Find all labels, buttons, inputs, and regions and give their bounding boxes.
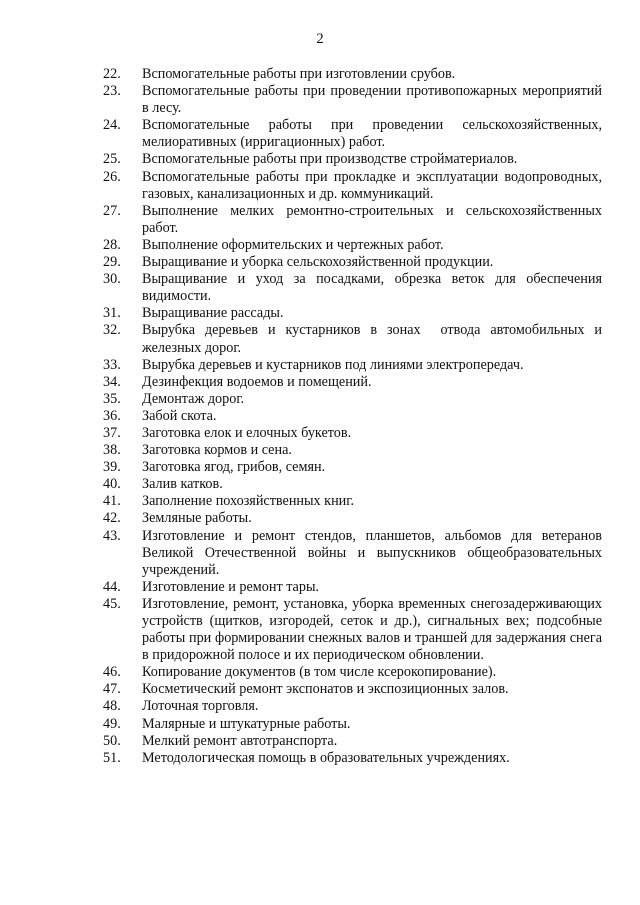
work-types-list: [103, 66, 606, 767]
list-item-40: [103, 476, 602, 493]
list-item-43: [103, 527, 606, 579]
item-text: Заготовка ягод, грибов, семян.: [142, 459, 326, 476]
item-number: 37.: [103, 424, 121, 441]
item-text: Забой скота.: [142, 407, 217, 424]
item-number: 29.: [103, 254, 121, 271]
item-text: Вспомогательные работы при изготовлении срубов.: [142, 66, 456, 82]
list-item-32: [103, 322, 606, 356]
item-text: Копирование документов (в том числе ксерокопирование).: [142, 664, 497, 681]
item-number: 38.: [103, 442, 121, 459]
list-item-49: [103, 716, 602, 733]
list-item-23: [103, 83, 606, 117]
item-number: 32.: [103, 322, 121, 339]
item-text: Земляные работы.: [142, 510, 252, 527]
item-number: 50.: [103, 732, 121, 749]
list-item-26: [103, 168, 606, 203]
item-text: Залив катков.: [142, 476, 223, 493]
list-item-39: [103, 459, 602, 476]
item-number: 45.: [103, 595, 121, 612]
item-text: Заготовка кормов и сена.: [142, 442, 292, 459]
list-item-44: [103, 579, 602, 596]
list-item-24: [103, 117, 606, 151]
item-number: 40.: [103, 476, 121, 493]
list-item-29: [103, 254, 602, 271]
list-item-46: [103, 664, 602, 681]
item-text: Мелкий ремонт автотранспорта.: [142, 732, 338, 749]
list-item-48: [103, 698, 602, 715]
item-number: 44.: [103, 578, 121, 595]
item-number: 41.: [103, 493, 121, 510]
item-number: 34.: [103, 373, 121, 390]
item-number: 25.: [103, 151, 121, 168]
list-item-27: [103, 202, 606, 237]
list-item-30: [103, 271, 606, 305]
item-number: 46.: [103, 664, 121, 681]
item-text: Заготовка елок и елочных букетов.: [142, 424, 352, 441]
list-item-50: [103, 733, 602, 750]
list-item-25: [103, 151, 602, 168]
item-text: Демонтаж дорог.: [142, 390, 245, 407]
item-number: 39.: [103, 459, 121, 476]
item-text: Вспомогательные работы при прокладке и эксплуатации водопроводных, газовых, канализационных и др. коммуникаций.: [142, 168, 606, 202]
item-number: 33.: [103, 356, 121, 373]
item-text: Методологическая помощь в образовательных учреждениях.: [142, 749, 510, 766]
page-number: 2: [316, 31, 324, 47]
item-number: 22.: [103, 66, 121, 82]
item-text: Вспомогательные работы при проведении противопожарных мероприятий в лесу.: [142, 83, 606, 117]
item-text: Выполнение оформительских и чертежных работ.: [142, 236, 444, 253]
list-item-38: [103, 442, 602, 459]
item-number: 42.: [103, 510, 121, 527]
item-number: 49.: [103, 715, 121, 732]
item-number: 51.: [103, 749, 121, 766]
item-number: 48.: [103, 698, 121, 715]
item-number: 23.: [103, 83, 121, 100]
list-item-42: [103, 510, 602, 527]
item-text: Вырубка деревьев и кустарников в зонах отвода автомобильных и железных дорог.: [142, 322, 606, 356]
item-text: Дезинфекция водоемов и помещений.: [142, 373, 372, 390]
item-text: Выращивание и уход за посадками, обрезка веток для обеспечения видимости.: [142, 271, 606, 305]
item-number: 31.: [103, 305, 121, 322]
item-text: Изготовление и ремонт тары.: [142, 578, 320, 595]
item-text: Лоточная торговля.: [142, 698, 259, 715]
list-item-33: [103, 357, 602, 374]
list-item-51: [103, 750, 602, 767]
list-item-47: [103, 681, 602, 698]
item-text: Изготовление, ремонт, установка, уборка временных снегозадерживающих устройств (щитков, изгородей, сеток и др.), сигнальных вех; подсобные работы при формировании снежных валов и траншей для задержания снега в придорожной полосе и их периодическом обновлении.: [142, 595, 606, 664]
list-item-37: [103, 425, 602, 442]
item-number: 26.: [103, 168, 121, 185]
item-number: 27.: [103, 202, 121, 219]
item-text: Вспомогательные работы при проведении сельскохозяйственных, мелиоративных (ирригационных) работ.: [142, 117, 606, 151]
item-text: Выращивание и уборка сельскохозяйственной продукции.: [142, 254, 494, 271]
list-item-31: [103, 305, 602, 322]
list-item-28: [103, 237, 602, 254]
item-number: 28.: [103, 236, 121, 253]
list-item-34: [103, 374, 602, 391]
item-text: Вырубка деревьев и кустарников под линиями электропередач.: [142, 356, 524, 373]
item-text: Малярные и штукатурные работы.: [142, 715, 351, 732]
item-number: 47.: [103, 681, 121, 698]
item-number: 35.: [103, 390, 121, 407]
item-text: Косметический ремонт экспонатов и экспозиционных залов.: [142, 681, 509, 698]
item-text: Заполнение похозяйственных книг.: [142, 493, 355, 510]
item-number: 30.: [103, 271, 121, 288]
item-text: Изготовление и ремонт стендов, планшетов, альбомов для ветеранов Великой Отечественной войны и выпускников общеобразовательных учреждений.: [142, 527, 606, 578]
list-item-35: [103, 391, 602, 408]
list-item-41: [103, 493, 602, 510]
list-item-22: [103, 66, 602, 83]
item-text: Выполнение мелких ремонтно-строительных и сельскохозяйственных работ.: [142, 202, 606, 236]
item-number: 43.: [103, 527, 121, 544]
item-text: Вспомогательные работы при производстве стройматериалов.: [142, 151, 518, 168]
item-text: Выращивание рассады.: [142, 305, 284, 322]
list-item-45: [103, 595, 606, 664]
item-number: 36.: [103, 407, 121, 424]
list-item-36: [103, 408, 602, 425]
item-number: 24.: [103, 117, 121, 134]
